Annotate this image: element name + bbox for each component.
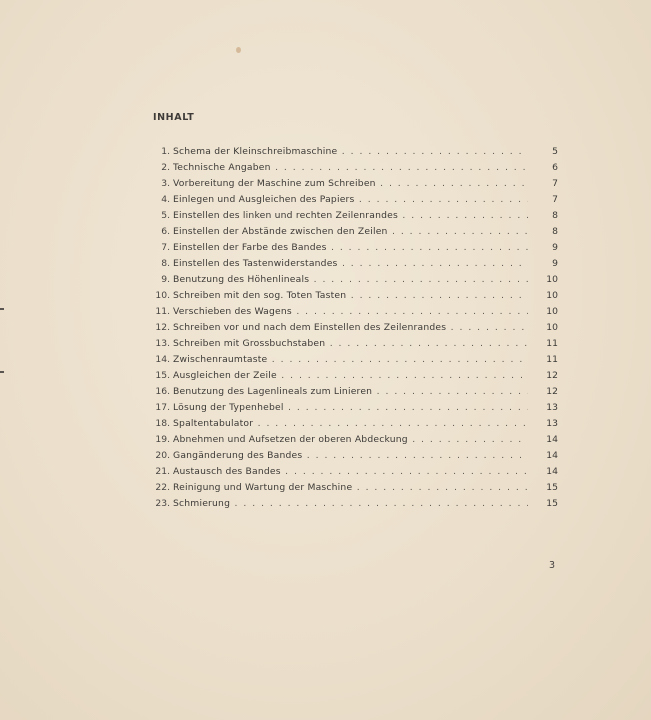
- toc-entry-number: 13.: [155, 338, 170, 349]
- toc-entry-page: 15: [546, 482, 558, 493]
- toc-entry-page: 14: [546, 450, 558, 461]
- toc-entry-page: 13: [546, 418, 558, 429]
- toc-entry-title: Schreiben mit Grossbuchstaben . .: [173, 336, 528, 352]
- toc-entry-title: Lösung der Typenhebel . .: [173, 400, 528, 416]
- toc-entry: [152, 144, 558, 160]
- toc-entry-title: Einstellen des Tastenwiderstandes . .: [173, 256, 528, 272]
- toc-entry-page: 11: [546, 338, 558, 349]
- toc-entry: [152, 336, 558, 352]
- toc-entry: [152, 432, 558, 448]
- toc-entry-title: Verschieben des Wagens . .: [173, 304, 528, 320]
- toc-entry-title: Abnehmen und Aufsetzen der oberen Abdeckung . .: [173, 432, 528, 448]
- toc-entry-page: 10: [546, 306, 558, 317]
- toc-entry-number: 20.: [155, 450, 170, 461]
- table-of-contents: [152, 144, 558, 512]
- toc-entry-page: 7: [552, 194, 558, 205]
- toc-entry: [152, 368, 558, 384]
- toc-entry: [152, 496, 558, 512]
- toc-entry-number: 8.: [161, 258, 170, 269]
- toc-entry-page: 13: [546, 402, 558, 413]
- toc-entry-page: 12: [546, 370, 558, 381]
- toc-entry: [152, 160, 558, 176]
- toc-entry: [152, 416, 558, 432]
- toc-entry-title: Schmierung . .: [173, 496, 528, 512]
- toc-entry-number: 7.: [161, 242, 170, 253]
- paper-stain: [236, 47, 241, 53]
- toc-entry-page: 12: [546, 386, 558, 397]
- toc-entry: [152, 208, 558, 224]
- toc-entry: [152, 320, 558, 336]
- toc-entry: [152, 384, 558, 400]
- toc-entry: [152, 400, 558, 416]
- toc-entry-number: 5.: [161, 210, 170, 221]
- toc-entry: [152, 288, 558, 304]
- toc-entry: [152, 272, 558, 288]
- toc-entry-number: 1.: [161, 146, 170, 157]
- toc-entry-page: 7: [552, 178, 558, 189]
- toc-entry-number: 9.: [161, 274, 170, 285]
- toc-entry: [152, 224, 558, 240]
- toc-entry-number: 4.: [161, 194, 170, 205]
- toc-entry: [152, 464, 558, 480]
- toc-entry-title: Reinigung und Wartung der Maschine . .: [173, 480, 528, 496]
- toc-entry-title: Zwischenraumtaste . .: [173, 352, 528, 368]
- toc-entry: [152, 240, 558, 256]
- toc-entry-page: 15: [546, 498, 558, 509]
- toc-entry-page: 8: [552, 210, 558, 221]
- toc-entry-title: Austausch des Bandes . .: [173, 464, 528, 480]
- toc-entry-title: Benutzung des Höhenlineals . .: [173, 272, 528, 288]
- toc-entry-title: Einstellen der Abstände zwischen den Zeilen . .: [173, 224, 528, 240]
- toc-entry-number: 15.: [155, 370, 170, 381]
- toc-entry: [152, 480, 558, 496]
- toc-entry-number: 12.: [155, 322, 170, 333]
- toc-entry-title: Technische Angaben . .: [173, 160, 528, 176]
- toc-entry-page: 14: [546, 466, 558, 477]
- toc-entry-title: Ausgleichen der Zeile . .: [173, 368, 528, 384]
- toc-entry: [152, 448, 558, 464]
- toc-entry-page: 10: [546, 290, 558, 301]
- toc-entry-page: 6: [552, 162, 558, 173]
- toc-entry-number: 14.: [155, 354, 170, 365]
- toc-entry-number: 11.: [155, 306, 170, 317]
- toc-entry-page: 9: [552, 242, 558, 253]
- toc-entry-title: Vorbereitung der Maschine zum Schreiben . .: [173, 176, 528, 192]
- toc-entry-title: Einstellen der Farbe des Bandes . .: [173, 240, 528, 256]
- toc-entry-number: 10.: [155, 290, 170, 301]
- toc-entry: [152, 176, 558, 192]
- toc-entry-number: 18.: [155, 418, 170, 429]
- toc-entry-number: 23.: [155, 498, 170, 509]
- toc-entry: [152, 256, 558, 272]
- toc-entry-number: 6.: [161, 226, 170, 237]
- toc-entry-number: 19.: [155, 434, 170, 445]
- toc-entry-number: 17.: [155, 402, 170, 413]
- toc-entry-title: Schema der Kleinschreibmaschine . .: [173, 144, 528, 160]
- toc-entry-page: 10: [546, 322, 558, 333]
- toc-entry-title: Schreiben vor und nach dem Einstellen des Zeilenrandes . .: [173, 320, 528, 336]
- toc-entry-title: Einstellen des linken und rechten Zeilenrandes . .: [173, 208, 528, 224]
- toc-entry: [152, 304, 558, 320]
- page-number: 3: [549, 560, 556, 571]
- toc-entry: [152, 192, 558, 208]
- toc-entry-title: Einlegen und Ausgleichen des Papiers . .: [173, 192, 528, 208]
- toc-entry: [152, 352, 558, 368]
- margin-mark: [0, 308, 4, 310]
- toc-entry-page: 8: [552, 226, 558, 237]
- toc-heading: INHALT: [153, 112, 195, 123]
- toc-entry-page: 5: [552, 146, 558, 157]
- toc-entry-title: Schreiben mit den sog. Toten Tasten . .: [173, 288, 528, 304]
- toc-entry-title: Benutzung des Lagenlineals zum Linieren . .: [173, 384, 528, 400]
- toc-entry-number: 21.: [155, 466, 170, 477]
- toc-entry-title: Gangänderung des Bandes . .: [173, 448, 528, 464]
- margin-mark: [0, 371, 4, 373]
- toc-entry-title: Spaltentabulator . .: [173, 416, 528, 432]
- toc-entry-page: 11: [546, 354, 558, 365]
- toc-entry-page: 9: [552, 258, 558, 269]
- toc-entry-page: 10: [546, 274, 558, 285]
- toc-entry-number: 2.: [161, 162, 170, 173]
- toc-entry-number: 22.: [155, 482, 170, 493]
- toc-entry-number: 3.: [161, 178, 170, 189]
- toc-entry-page: 14: [546, 434, 558, 445]
- toc-entry-number: 16.: [155, 386, 170, 397]
